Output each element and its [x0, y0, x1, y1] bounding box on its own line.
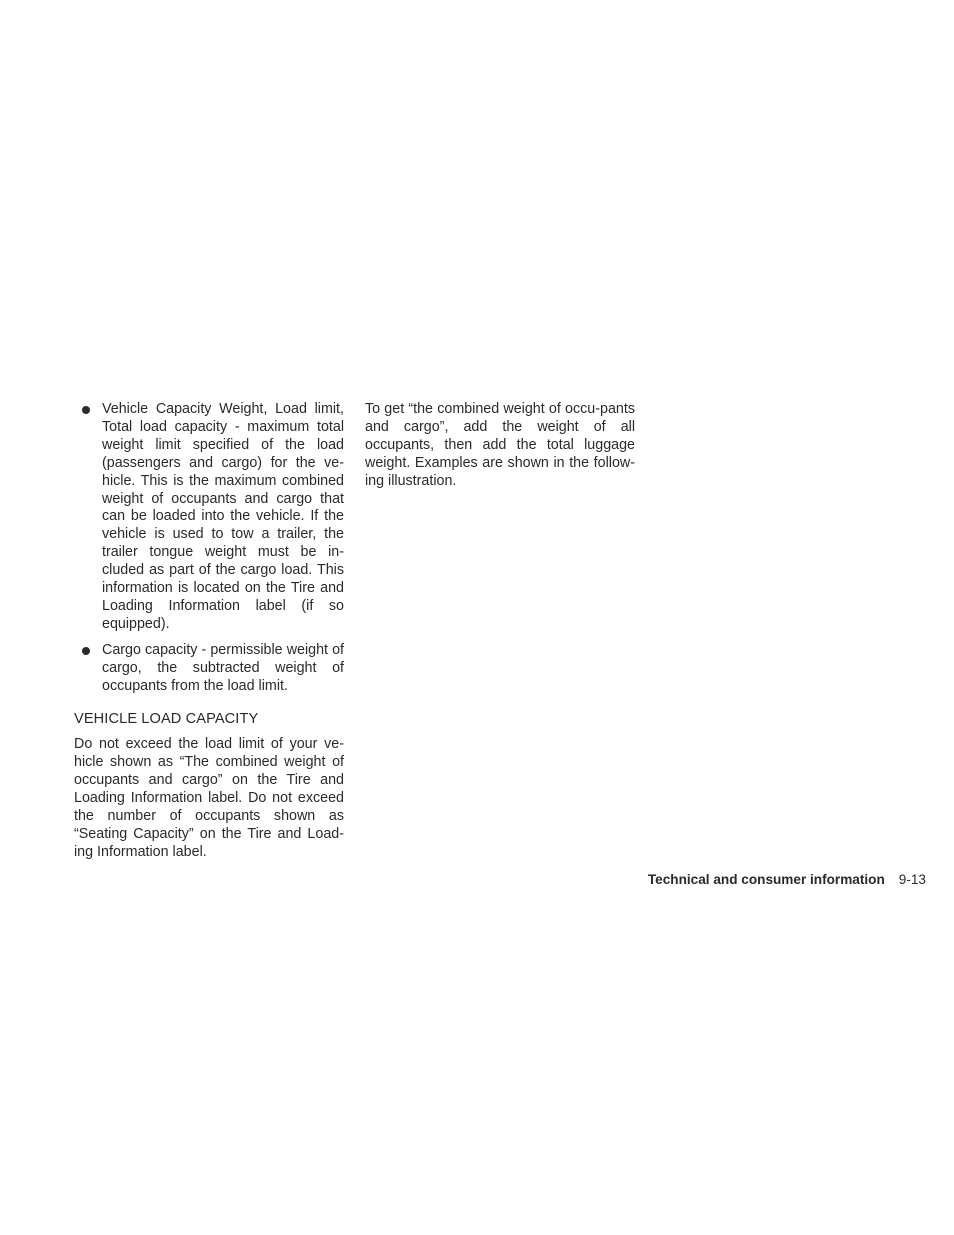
section-heading: VEHICLE LOAD CAPACITY: [74, 710, 259, 727]
left-column: [74, 401, 344, 862]
bullet-item-vehicle-capacity-weight: [74, 401, 344, 634]
bullet-item-cargo-capacity: [74, 642, 344, 696]
bullet-dot-icon: [82, 406, 90, 414]
bullet-dot-icon: [82, 647, 90, 655]
bullet-text: Cargo capacity - permissible weight of cargo, the subtracted weight of occupants from the load limit.: [102, 641, 344, 694]
right-column: [365, 401, 635, 491]
page-footer: [648, 872, 926, 887]
page-number: 9-13: [898, 872, 926, 887]
combined-weight-paragraph: To get “the combined weight of occu-pants and cargo”, add the weight of all occupants, then add the total luggage weight. Examples are shown in the follow-ing illustration.: [365, 401, 635, 489]
bullet-list: [74, 401, 344, 696]
footer-section-title: Technical and consumer information: [647, 872, 885, 887]
bullet-text: Vehicle Capacity Weight, Load limit, Total load capacity - maximum total weight limit specified of the load (passengers and cargo) for the ve-hicle. This is the maximum combined weight of occupants and cargo that can be loaded into the vehicle. If the vehicle is used to tow a trailer, the trailer tongue weight must be in-cluded as part of the cargo load. This information is located on the Tire and Loading Information label (if so equipped).: [102, 401, 344, 632]
load-limit-paragraph: Do not exceed the load limit of your ve-hicle shown as “The combined weight of occupants and cargo” on the Tire and Loading Information label. Do not exceed the number of occupants shown as “Seating Capacity” on the Tire and Load-ing Information label.: [74, 736, 344, 860]
